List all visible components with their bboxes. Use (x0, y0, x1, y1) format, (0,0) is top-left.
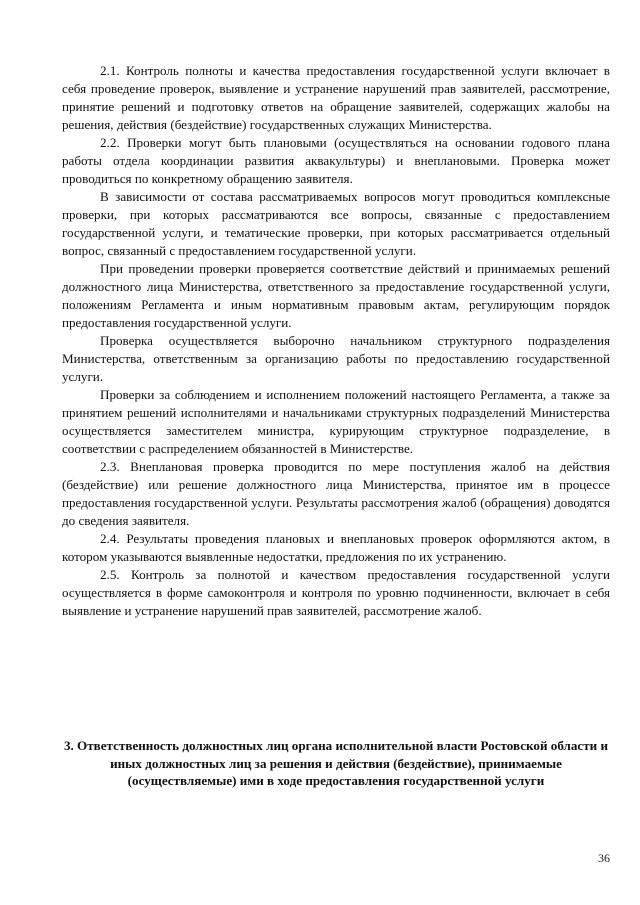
paragraph-2-4: 2.4. Результаты проведения плановых и внеплановых проверок оформляются актом, в котором указываются выявленные недостатки, предложения по их устранению. (62, 531, 610, 564)
paragraph-comprehensive-checks: В зависимости от состава рассматриваемых вопросов могут проводиться комплексные проверки, при которых рассматриваются все вопросы, связанные с предоставлением государственной услуги, и тематические проверки, при которых рассматривается отдельный вопрос, связанный с предоставлением государственной услуги. (62, 189, 610, 258)
page-number: 36 (598, 851, 610, 865)
document-body (62, 62, 610, 620)
paragraph-2-2: 2.2. Проверки могут быть плановыми (осуществляться на основании годового плана работы отдела координации развития аквакультуры) и внеплановыми. Проверка может проводиться по конкретному обращению заявителя. (62, 135, 610, 186)
paragraph-2-3: 2.3. Внеплановая проверка проводится по мере поступления жалоб на действия (бездействие) или решение должностного лица Министерства, принятое им в процессе предоставления государственной услуги. Результаты рассмотрения жалоб (обращения) доводятся до сведения заявителя. (62, 459, 610, 528)
paragraph-2-5: 2.5. Контроль за полнотой и качеством предоставления государственной услуги осуществляется в форме самоконтроля и контроля по уровню подчиненности, включает в себя выявление и устранение нарушений прав заявителей, рассмотрение жалоб. (62, 567, 610, 618)
paragraph-regulation-control: Проверки за соблюдением и исполнением положений настоящего Регламента, а также за принятием решений исполнителями и начальниками структурных подразделений Министерства осуществляется заместителем министра, курирующим структурное подразделение, в соответствии с распределением обязанностей в Министерстве. (62, 387, 610, 456)
section-3-heading: 3. Ответственность должностных лиц органа исполнительной власти Ростовской области и иных должностных лиц за решения и действия (бездействие), принимаемые (осуществляемые) ими в ходе предоставления государственной услуги (63, 738, 609, 788)
paragraph-check-compliance: При проведении проверки проверяется соответствие действий и принимаемых решений должностного лица Министерства, ответственного за предоставление государственной услуги, положениям Регламента и иным нормативным правовым актам, регулирующим порядок предоставления государственной услуги. (62, 261, 610, 330)
paragraph-selective-check: Проверка осуществляется выборочно начальником структурного подразделения Министерства, ответственным за организацию работы по предоставлению государственной услуги. (62, 333, 610, 384)
paragraph-2-1: 2.1. Контроль полноты и качества предоставления государственной услуги включает в себя проведение проверок, выявление и устранение нарушений прав заявителей, рассмотрение, принятие решений и подготовку ответов на обращение заявителей, содержащих жалобы на решения, действия (бездействие) государственных служащих Министерства. (62, 63, 610, 132)
